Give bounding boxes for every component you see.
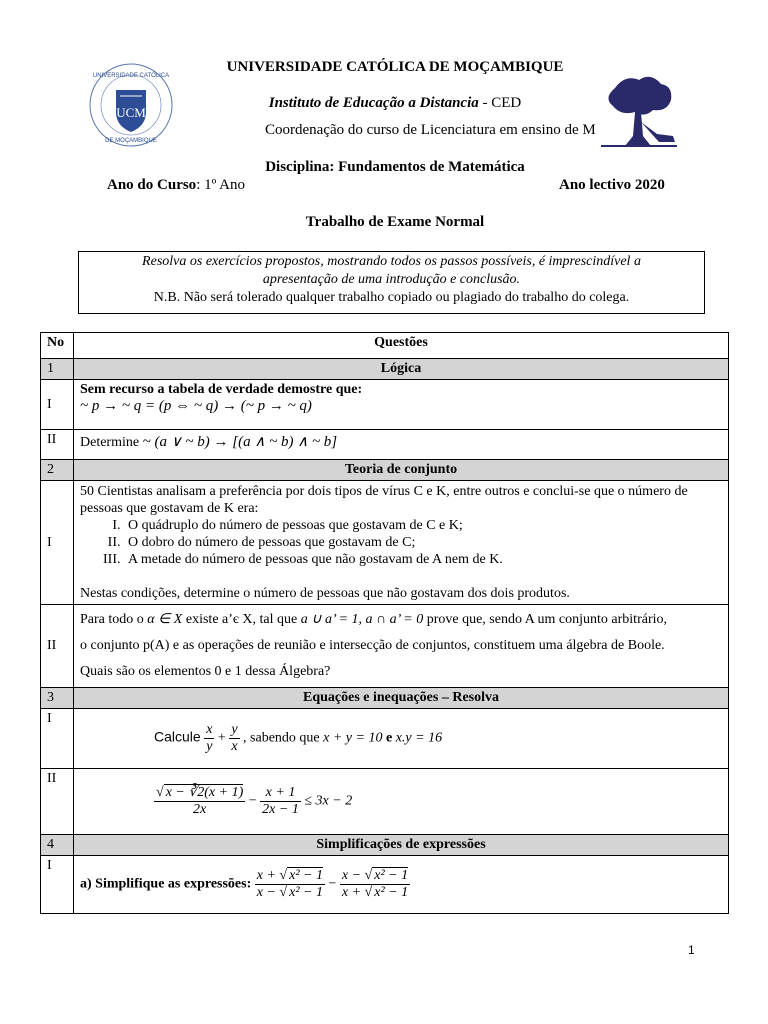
- condition-product: x.y = 16: [395, 730, 443, 746]
- section-number: 4: [41, 835, 74, 856]
- question-prompt: Nestas condições, determine o número de pessoas que não gostavam dos dois produtos.: [80, 586, 570, 601]
- question-text: Determine: [80, 435, 140, 450]
- institute-suffix: - CED: [478, 95, 522, 111]
- instructions-line-2: apresentação de uma introdução e conclusão.: [262, 272, 521, 287]
- question-text: Para todo o: [80, 612, 144, 627]
- question-cell: $\frac{√ x - ∛2(x + 1)}{2x}$ − $\frac{x + 1}{2x - 1}$ ≤ 3x − 2: [74, 769, 729, 835]
- table-row: [41, 481, 729, 605]
- conjunction: e: [385, 730, 393, 746]
- discipline-line: [180, 159, 610, 176]
- section-number: 1: [41, 359, 74, 380]
- set-formula: α ∈ X: [147, 612, 183, 627]
- section-title: Simplificações de expressões: [74, 835, 729, 856]
- question-number: I: [41, 380, 74, 430]
- questions-table: [40, 332, 729, 914]
- institute-name: Instituto de Educação a Distancia: [268, 95, 479, 111]
- col-header-no: No: [41, 333, 74, 359]
- institute-logo: [595, 72, 681, 152]
- question-number: I: [41, 709, 74, 769]
- instructions-line-3: N.B. Não será tolerado qualquer trabalho copiado ou plagiado do trabalho do colega.: [153, 290, 630, 305]
- question-text: existe a’є X, tal que: [185, 612, 298, 627]
- section-row: [41, 688, 729, 709]
- coordination-line: Coordenação do curso de Licenciatura em ensino de M: [265, 122, 596, 138]
- section-row: [41, 359, 729, 380]
- question-cell: [74, 605, 729, 688]
- fraction-simplify-2: $\frac{\text{x − √ x² − 1}}{\text{x + √ x² − 1}}$: [341, 868, 409, 900]
- list-item: I. O quádruplo do número de pessoas que gostavam de C e K;: [124, 517, 722, 534]
- condition-sum: x + y = 10: [323, 730, 383, 746]
- table-row: [41, 605, 729, 688]
- question-cell: [74, 430, 729, 460]
- question-cell: Calcule $\frac{x}{y}$ + $\frac{y}{x}$ , sabendo que x + y = 10 e x.y = 16: [74, 709, 729, 769]
- calc-label: Calcule: [154, 728, 201, 745]
- question-cell: [74, 481, 729, 605]
- university-name: UNIVERSIDADE CATÓLICA DE MOÇAMBIQUE: [226, 59, 564, 75]
- question-line-2: o conjunto p(A) e as operações de reunião e intersecção de conjuntos, constituem uma álgebra de Boole.: [80, 638, 665, 653]
- set-formula: a ∪ a’ = 1, a ∩ a’ = 0: [300, 612, 424, 627]
- logic-formula-1: ~ p → ~ q = (p ⇔ ~ q) → (~ p → ~ q): [80, 398, 312, 414]
- course-year: [107, 177, 245, 194]
- course-year-label: Ano do Curso: [107, 177, 197, 193]
- fraction-x-over-y: $\frac{x}{y}$: [206, 722, 213, 754]
- list-item: II. O dobro do número de pessoas que gostavam de C;: [124, 534, 722, 551]
- instructions-box: [78, 251, 705, 314]
- exam-title: Trabalho de Exame Normal: [305, 214, 485, 230]
- course-year-value: : 1º Ano: [196, 177, 246, 193]
- table-row: [41, 709, 729, 769]
- question-line-1: [80, 607, 722, 633]
- table-row: [41, 769, 729, 835]
- svg-text:UCM: UCM: [116, 105, 146, 120]
- conditions-list: [80, 517, 722, 568]
- list-item: III. A metade do número de pessoas que não gostavam de A nem de K.: [124, 551, 722, 568]
- svg-text:UNIVERSIDADE CATÓLICA: UNIVERSIDADE CATÓLICA: [92, 73, 170, 79]
- question-number: II: [41, 769, 74, 835]
- section-row: [41, 460, 729, 481]
- table-row: [41, 380, 729, 430]
- question-text: 50 Cientistas analisam a preferência por dois tipos de vírus C e K, entre outros e conclui-se que o número de pessoas que gostavam de K era:: [80, 484, 688, 516]
- question-cell: a) Simplifique as expressões: $\frac{\text{x + √ x² − 1}}{\text{x − √ x² − 1}}$ − $\frac{\text{x − √ x² − 1}}{\text{x + √ x² − 1}}$: [74, 856, 729, 914]
- section-number: 3: [41, 688, 74, 709]
- institute-line: [180, 95, 610, 112]
- fraction-y-over-x: $\frac{y}{x}$: [231, 722, 238, 754]
- tree-icon: [595, 72, 681, 152]
- table-row: [41, 430, 729, 460]
- question-text: Sem recurso a tabela de verdade demostre que:: [80, 382, 363, 397]
- academic-year: Ano lectivo 2020: [559, 177, 665, 193]
- col-header-questions: Questões: [74, 333, 729, 359]
- table-header-row: [41, 333, 729, 359]
- section-number: 2: [41, 460, 74, 481]
- question-text: , sabendo que: [243, 730, 320, 746]
- inequality-rhs: ≤ 3x − 2: [304, 793, 353, 809]
- section-title: Equações e inequações – Resolva: [74, 688, 729, 709]
- question-line-3: Quais são os elementos 0 e 1 dessa Álgebra?: [80, 664, 331, 679]
- section-title: Lógica: [74, 359, 729, 380]
- question-number: I: [41, 856, 74, 914]
- question-text: prove que, sendo A um conjunto arbitrário,: [426, 612, 668, 627]
- question-cell: [74, 380, 729, 430]
- discipline-value: : Fundamentos de Matemática: [329, 159, 525, 175]
- discipline-label: Disciplina: [265, 159, 330, 175]
- section-row: [41, 835, 729, 856]
- fraction-radical: $\frac{√ x - ∛2(x + 1)}{2x}$: [156, 785, 244, 817]
- instructions-line-1: Resolva os exercícios propostos, mostrando todos os passos possíveis, é imprescindível a: [142, 254, 641, 269]
- question-text: a) Simplifique as expressões:: [80, 876, 252, 892]
- question-number: I: [41, 481, 74, 605]
- fraction-linear: $\frac{x + 1}{2x - 1}$: [262, 785, 299, 817]
- section-title: Teoria de conjunto: [74, 460, 729, 481]
- question-number: II: [41, 430, 74, 460]
- question-number: II: [41, 605, 74, 688]
- fraction-simplify-1: $\frac{\text{x + √ x² − 1}}{\text{x − √ x² − 1}}$: [256, 868, 323, 900]
- page-number: 1: [688, 943, 695, 957]
- logic-formula-2: ~ (a ∨ ~ b) → [(a ∧ ~ b) ∧ ~ b]: [142, 434, 338, 450]
- table-row: [41, 856, 729, 914]
- svg-text:DE MOÇAMBIQUE: DE MOÇAMBIQUE: [105, 138, 157, 144]
